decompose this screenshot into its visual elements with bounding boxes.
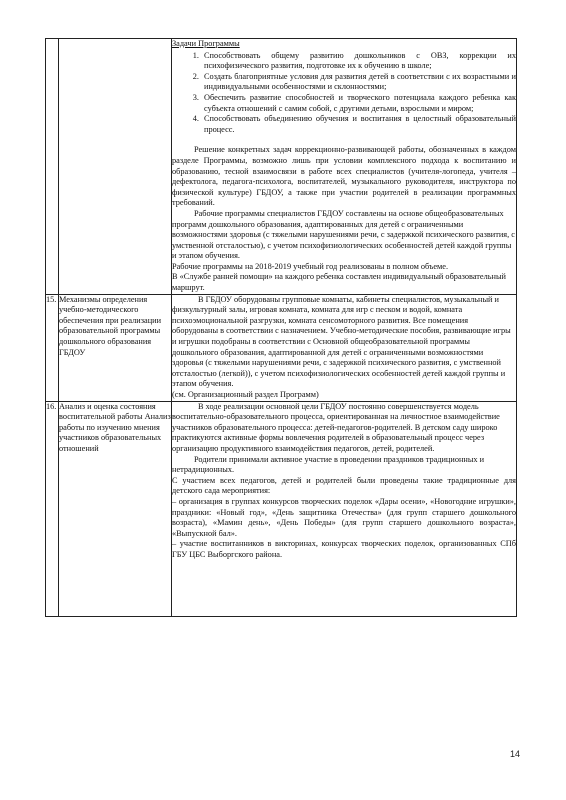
paragraph: С участием всех педагогов, детей и родителей были проведены такие традиционные для детского сада мероприятия: — [172, 475, 516, 496]
tasks-list — [172, 51, 516, 136]
page-number: 14 — [510, 749, 521, 759]
report-table — [45, 38, 517, 617]
tasks-heading: Задачи Программы — [172, 39, 240, 48]
paragraph: В «Службе ранней помощи» на каждого ребенка составлен индивидуальный образовательный маршрут. — [172, 272, 506, 293]
row-number-empty — [46, 39, 59, 295]
paragraph: Рабочие программы на 2018-2019 учебный год реализованы в полном объеме. — [172, 261, 449, 271]
row-topic-empty — [59, 39, 172, 295]
row-number: 15. — [46, 294, 59, 401]
table-row-15 — [46, 294, 517, 401]
row-number: 16. — [46, 401, 59, 616]
task-item: 4. Способствовать объединению обучения и воспитания в целостный образовательный процесс. — [201, 114, 516, 135]
row-topic: Анализ и оценка состояния воспитательной работы Анализ работы по изучению мнения участников образовательных отношений — [59, 401, 172, 616]
table-row-tasks — [46, 39, 517, 295]
row-content — [172, 39, 517, 295]
table-row-16 — [46, 401, 517, 616]
paragraph: Рабочие программы специалистов ГБДОУ составлены на основе общеобразовательных программ дошкольного образования, адаптированных для детей с ограниченными возможностями здоровья (с тяжелыми нарушениями речи, с задержкой психического развития, с умственной отсталостью), с учетом психофизиологических особенностей детей каждой группы и этапом обучения. — [172, 208, 515, 261]
list-item: – организация в группах конкурсов творческих поделок «Дары осени», «Новогодние игрушки», праздники: «Новый год», «День защитника Отечества» (для групп старшего дошкольного возраста), «Мамин день», «День Победы» (для групп старшего дошкольного возраста», «Выпускной бал». — [172, 496, 516, 538]
row-topic: Механизмы определения учебно-методического обеспечения при реализации образовательной программы дошкольного образования ГБДОУ — [59, 294, 172, 401]
task-item: 3. Обеспечить развитие способностей и творческого потенциала каждого ребенка как субъекта отношений с самим собой, с другими детьми, взрослыми и миром; — [201, 93, 516, 114]
paragraph: (см. Организационный раздел Программ) — [172, 390, 319, 399]
paragraph: Родители принимали активное участие в проведении праздников традиционных и нетрадиционных. — [172, 454, 485, 475]
row-content — [172, 294, 517, 401]
paragraph: Решение конкретных задач коррекционно-развивающей работы, обозначенных в каждом разделе Программы, возможно лишь при условии комплексного подхода к воспитанию и образованию, тесной взаимосвязи в работе всех специалистов (учителя-логопеда, учителя – дефектолога, педагога-психолога, воспитателей, музыкального руководителя, инструктора по физической культуре) ГБДОУ, а также при участии родителей в реализации программных требований. — [172, 145, 516, 208]
list-item: – участие воспитанников в викторинах, конкурсах творческих поделок, организованных СПб ГБУ ЦБС Выборгского района. — [172, 539, 516, 559]
task-item: 1. Способствовать общему развитию дошкольников с ОВЗ, коррекции их психофизического развития, подготовке их к обучению в школе; — [201, 51, 516, 72]
row-content — [172, 401, 517, 616]
task-item: 2. Создать благоприятные условия для развития детей в соответствии с их возрастными и индивидуальными особенностями и склонностями; — [201, 72, 516, 93]
paragraph: В ходе реализации основной цели ГБДОУ постоянно совершенствуется модель воспитательно-образовательного процесса, ориентированная на личностное взаимодействие участников образовательного процесса: детей-педагогов-родителей. В детском саду широко практикуются активные формы вовлечения родителей в образовательный процесс через организацию продуктивного взаимодействия педагогов, детей, родителей. — [172, 401, 500, 453]
paragraph: В ГБДОУ оборудованы групповые комнаты, кабинеты специалистов, музыкальный и физкультурный залы, игровая комната, комната для игр с песком и водой, комната психоэмоциональной разгрузки, комната сенсомоторного развития. Все помещения оборудованы в соответствии с назначением. Учебно-методические пособия, развивающие игры и игрушки подобраны в соответствии с Основной общеобразовательной программы дошкольного образования, адаптированной для детей с ограниченными возможностями здоровья (с тяжелыми нарушениями речи, с задержкой психического развития, с умственной отсталостью (легкой)), с учетом психофизиологических особенностей детей каждой группы и этапом обучения. — [172, 294, 511, 389]
